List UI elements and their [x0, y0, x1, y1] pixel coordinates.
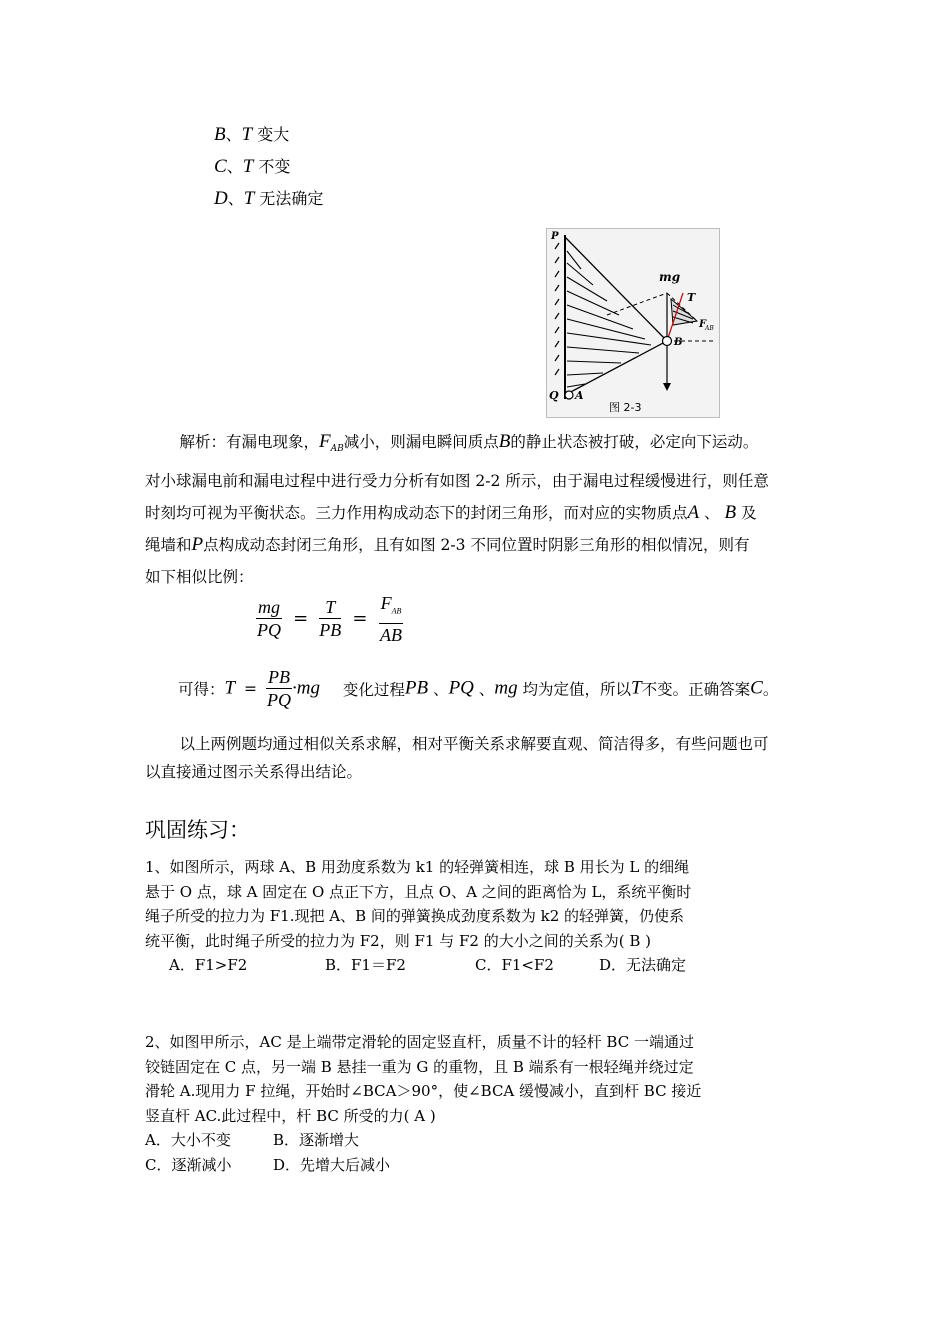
q1-option-c: C．F1<F2 — [475, 956, 554, 974]
eq1-fraction-3: $\frac{F_{AB}}{AB}$ — [379, 593, 402, 645]
ball-a — [565, 391, 573, 399]
wall-hatching — [555, 243, 559, 375]
analysis-line-3: 时刻均可视为平衡状态。三力作用构成动态下的封闭三角形，而对应的实物质点A 、 B 及 — [145, 502, 757, 524]
question-2 — [145, 1030, 785, 1177]
eq1-fraction-2: $\frac{T}{PB}$ — [319, 597, 342, 641]
figure-2-3 — [546, 228, 720, 418]
mg-arrow-head — [663, 383, 671, 391]
dash-line-1 — [607, 293, 667, 315]
option-d: D、T 无法确定 — [214, 188, 324, 209]
label-f: F — [699, 319, 707, 330]
analysis-line-1: 解析：有漏电现象，$F_{AB}$减小，则漏电瞬间质点B的静止状态被打破，必定向下运动。 — [179, 431, 759, 455]
analysis-line-5: 如下相似比例： — [145, 568, 254, 587]
label-a: A — [575, 389, 584, 402]
q1-option-a: A．F1>F2 — [169, 956, 248, 974]
option-c: C、T 不变 — [214, 156, 291, 177]
label-p: P — [551, 231, 559, 242]
q2-line-3: 滑轮 A.现用力 F 拉绳，开始时∠BCA＞90°，使∠BCA 缓慢减小，直到杆 BC 接近 — [145, 1082, 702, 1100]
q2-line-2: 铰链固定在 C 点，另一端 B 悬挂一重为 G 的重物，且 B 端系有一根轻绳并绕过定 — [145, 1057, 694, 1076]
figure-2-3-diagram — [547, 229, 719, 417]
summary-line-1: 以上两例题均通过相似关系求解，相对平衡关系求解要直观、简洁得多，有些问题也可 — [179, 735, 769, 753]
q2-line-4: 竖直杆 AC.此过程中，杆 BC 所受的力( A ) — [145, 1106, 436, 1125]
figure-caption: 图 2-3 — [609, 401, 642, 414]
triangle-hatching — [567, 251, 651, 387]
q1-options — [145, 953, 785, 978]
section-title: 巩固练习： — [145, 818, 250, 842]
label-f-sub: AB — [705, 325, 714, 332]
ball-b — [663, 337, 672, 346]
q2-option-b: B．逐渐增大 — [273, 1131, 360, 1149]
q1-line-4: 统平衡，此时绳子所受的拉力为 F2，则 F1 与 F2 的大小之间的关系为( B ) — [145, 931, 651, 950]
analysis-line-4: 绳墙和P点构成动态封闭三角形，且有如图 2-3 不同位置时阴影三角形的相似情况，则有 — [145, 534, 750, 556]
summary-paragraph — [145, 730, 825, 786]
q1-option-b: B．F1＝F2 — [325, 956, 406, 974]
q2-option-c: C．逐渐减小 — [145, 1155, 232, 1174]
eq2-fraction: $\frac{PB}{PQ}$ — [266, 667, 291, 710]
summary-line-2: 以直接通过图示关系得出结论。 — [145, 763, 363, 781]
q1-line-1: 1、如图所示，两球 A、B 用劲度系数为 k1 的轻弹簧相连，球 B 用长为 L 的细绳 — [145, 858, 690, 876]
label-t: T — [687, 291, 696, 304]
eq1-fraction-1: $\frac{mg}{PQ}$ — [257, 597, 281, 641]
q2-options-row-1 — [145, 1128, 785, 1153]
q2-option-d: D．先增大后减小 — [273, 1155, 391, 1174]
label-q: Q — [549, 389, 559, 402]
q1-line-3: 绳子所受的拉力为 F1.现把 A、B 间的弹簧换成劲度系数为 k2 的轻弹簧，仍使系 — [145, 907, 685, 925]
analysis-line-2: 对小球漏电前和漏电过程中进行受力分析有如图 2-2 所示，由于漏电过程缓慢进行，则任意 — [145, 472, 769, 491]
q2-options-row-2 — [145, 1153, 785, 1178]
question-1 — [145, 855, 785, 978]
triangle-pqb — [565, 237, 667, 395]
label-b: B — [674, 337, 683, 348]
similarity-equation: $\frac{mg}{PQ}$ = $\frac{T}{PB}$ = $\frac{F_{AB}}{AB}$ — [257, 593, 402, 645]
q1-option-d: D．无法确定 — [599, 956, 687, 974]
analysis-paragraph — [145, 426, 825, 593]
conclusion-equation-line: 可得：T = $\frac{PB}{PQ}$ ·mg 变化过程PB 、PQ 、mg 均为定值，所以T不变。正确答案C。 — [178, 667, 779, 710]
q2-option-a: A．大小不变 — [145, 1131, 231, 1149]
option-b: B、T 变大 — [214, 124, 290, 145]
label-mg: mg — [659, 270, 681, 284]
q2-line-1: 2、如图甲所示，AC 是上端带定滑轮的固定竖直杆，质量不计的轻杆 BC 一端通过 — [145, 1033, 694, 1051]
q1-line-2: 悬于 O 点，球 A 固定在 O 点正下方，且点 O、A 之间的距离恰为 L，系统平衡时 — [145, 882, 692, 901]
